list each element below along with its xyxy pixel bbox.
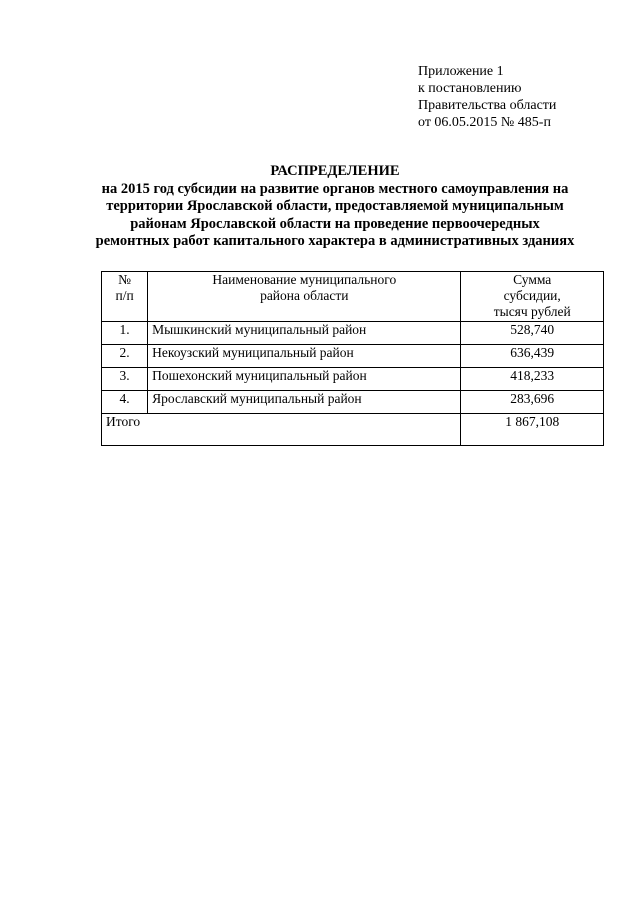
row-amount: 528,740 bbox=[461, 322, 604, 345]
appendix-block bbox=[418, 63, 556, 131]
appendix-line: Правительства области bbox=[418, 98, 557, 113]
title-line: территории Ярославской области, предоставляемой муниципальным bbox=[106, 198, 564, 214]
header-text: п/п bbox=[115, 288, 134, 303]
table-total-row bbox=[102, 414, 604, 446]
header-subsidy-amount bbox=[461, 272, 604, 322]
row-amount: 418,233 bbox=[461, 368, 604, 391]
appendix-line: от 06.05.2015 № 485-п bbox=[418, 115, 551, 130]
title-line: ремонтных работ капитального характера в административных зданиях bbox=[95, 233, 575, 249]
title-line: районам Ярославской области на проведение первоочередных bbox=[130, 215, 540, 232]
title-heading: РАСПРЕДЕЛЕНИЕ bbox=[270, 163, 400, 179]
header-text: Сумма bbox=[513, 272, 552, 287]
appendix-line: Приложение 1 bbox=[418, 64, 504, 79]
total-label: Итого bbox=[102, 414, 461, 446]
row-number: 4. bbox=[102, 391, 148, 414]
row-number: 2. bbox=[102, 345, 148, 368]
table-row bbox=[102, 345, 604, 368]
header-text: тысяч рублей bbox=[493, 304, 571, 319]
row-district: Некоузский муниципальный район bbox=[148, 345, 461, 368]
document-title bbox=[60, 163, 610, 251]
row-number: 3. bbox=[102, 368, 148, 391]
table-header-row bbox=[102, 272, 604, 322]
appendix-line: к постановлению bbox=[418, 81, 522, 96]
header-text: Наименование муниципального bbox=[212, 272, 397, 287]
row-amount: 636,439 bbox=[461, 345, 604, 368]
row-district: Мышкинский муниципальный район bbox=[148, 322, 461, 345]
header-text: № bbox=[118, 272, 132, 287]
header-number bbox=[102, 272, 148, 322]
header-district-name bbox=[148, 272, 461, 322]
header-text: района области bbox=[260, 288, 349, 303]
distribution-table bbox=[101, 271, 604, 446]
table-row bbox=[102, 368, 604, 391]
row-number: 1. bbox=[102, 322, 148, 345]
row-district: Пошехонский муниципальный район bbox=[148, 368, 461, 391]
header-text: субсидии, bbox=[503, 288, 561, 303]
table-row bbox=[102, 322, 604, 345]
table-row bbox=[102, 391, 604, 414]
row-amount: 283,696 bbox=[461, 391, 604, 414]
title-line: на 2015 год субсидии на развитие органов местного самоуправления на bbox=[101, 180, 569, 197]
row-district: Ярославский муниципальный район bbox=[148, 391, 461, 414]
total-amount: 1 867,108 bbox=[461, 414, 604, 446]
